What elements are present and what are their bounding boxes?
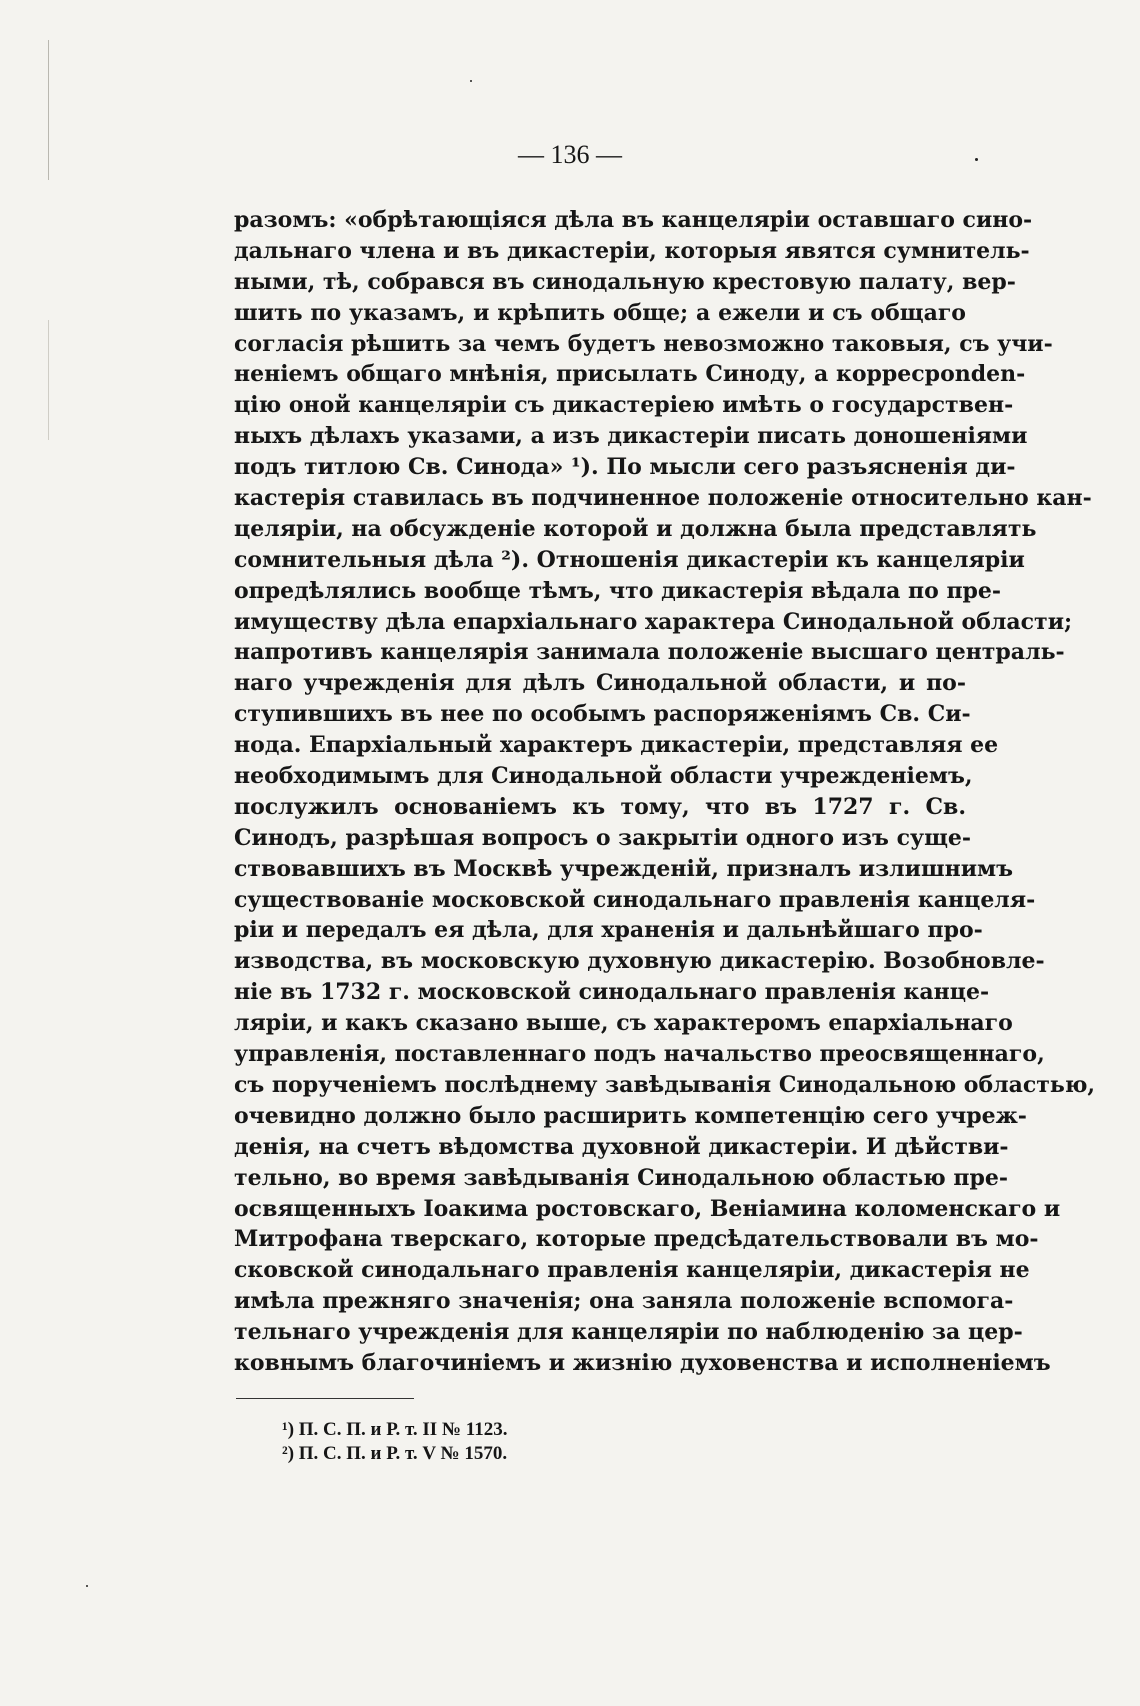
text-line: послужилъ основаніемъ къ тому, что въ 1727 г. Св. (234, 793, 966, 820)
text-line: Синодъ, разрѣшая вопросъ о закрытіи одного изъ суще- (234, 824, 971, 851)
scan-speck (86, 1585, 88, 1587)
text-line: очевидно должно было расширить компетенцію сего учреж- (234, 1102, 1027, 1129)
text-line: ковнымъ благочиніемъ и жизнію духовенства и исполненіемъ (234, 1349, 1051, 1376)
text-line: ныхъ дѣлахъ указами, а изъ дикастеріи писать доношеніями (234, 423, 1028, 450)
text-line: освященныхъ Іоакима ростовскаго, Веніамина коломенскаго и (234, 1195, 1061, 1222)
text-line: целяріи, на обсужденіе которой и должна была представлять (234, 515, 1037, 542)
text-line: согласія рѣшить за чемъ будетъ невозможно таковыя, съ учи- (234, 330, 1053, 357)
text-line: сковской синодальнаго правленія канцеляріи, дикастерія не (234, 1257, 1030, 1284)
text-line: ніе въ 1732 г. московской синодальнаго правленія канце- (234, 979, 990, 1006)
text-line: наго учрежденія для дѣлъ Синодальной области, и по- (234, 670, 966, 697)
text-line: дальнаго члена и въ дикастеріи, которыя явятся сумнитель- (234, 237, 1030, 264)
text-line: напротивъ канцелярія занимала положеніе высшаго централь- (234, 639, 1065, 666)
text-line: опредѣлялись вообще тѣмъ, что дикастерія вѣдала по пре- (234, 577, 1002, 604)
text-line: ствовавшихъ въ Москвѣ учрежденій, призналъ излишнимъ (234, 855, 1013, 882)
text-line: шить по указамъ, и крѣпить обще; а ежели и съ общаго (234, 299, 966, 326)
text-line: Митрофана тверскаго, которые предсѣдательствовали въ мо- (234, 1226, 1039, 1253)
text-line: ріи и передалъ ея дѣла, для храненія и дальнѣйшаго про- (234, 917, 983, 944)
footnotes (282, 1418, 782, 1466)
footnote: ¹) П. С. П. и Р. т. II № 1123. (282, 1419, 508, 1440)
text-line: тельнаго учрежденія для канцеляріи по наблюденію за цер- (234, 1319, 1023, 1346)
text-line: неніемъ общаго мнѣнія, присылать Синоду, а корресponden- (234, 361, 1026, 388)
text-line: денія, на счетъ вѣдомства духовной дикастеріи. И дѣйстви- (234, 1133, 1009, 1160)
scan-edge-line (48, 320, 49, 440)
text-line: необходимымъ для Синодальной области учрежденіемъ, (234, 763, 973, 790)
text-line: изводства, въ московскую духовную дикастерію. Возобновле- (234, 948, 1045, 975)
text-line: съ порученіемъ послѣднему завѣдыванія Синодальною областью, (234, 1071, 1096, 1098)
text-line: сомнительныя дѣла ²). Отношенія дикастеріи къ канцеляріи (234, 546, 1025, 573)
text-line: управленія, поставленнаго подъ начальство преосвященнаго, (234, 1041, 1045, 1068)
footnote: ²) П. С. П. и Р. т. V № 1570. (282, 1443, 508, 1464)
text-line: кастерія ставилась въ подчиненное положеніе относительно кан- (234, 485, 1092, 512)
text-line: нода. Епархіальный характеръ дикастеріи, представляя ее (234, 732, 999, 759)
text-line: разомъ: «обрѣтающіяся дѣла въ канцеляріи оставшаго сино- (234, 207, 1033, 233)
text-line: подъ титлою Св. Синода» ¹). По мысли сего разъясненія ди- (234, 454, 1016, 481)
text-line: существованіе московской синодальнаго правленія канцеля- (234, 886, 1036, 913)
text-line: цію оной канцеляріи съ дикастеріею имѣть о государствен- (234, 392, 1014, 419)
text-line: тельно, во время завѣдыванія Синодальною областью пре- (234, 1164, 1009, 1191)
text-line: имѣла прежняго значенія; она заняла положеніе вспомога- (234, 1288, 1014, 1315)
text-line: ными, тѣ, собрався въ синодальную крестовую палату, вер- (234, 268, 1016, 295)
body-text (234, 205, 1096, 1379)
footnote-rule (236, 1398, 414, 1399)
page-number: — 136 — (518, 140, 622, 169)
text-line: ляріи, и какъ сказано выше, съ характеромъ епархіальнаго (234, 1010, 1013, 1037)
text-line: ступившихъ въ нее по особымъ распоряженіямъ Св. Си- (234, 701, 971, 728)
text-line: имуществу дѣла епархіальнаго характера Синодальной области; (234, 608, 1073, 635)
scan-speck (470, 80, 472, 82)
